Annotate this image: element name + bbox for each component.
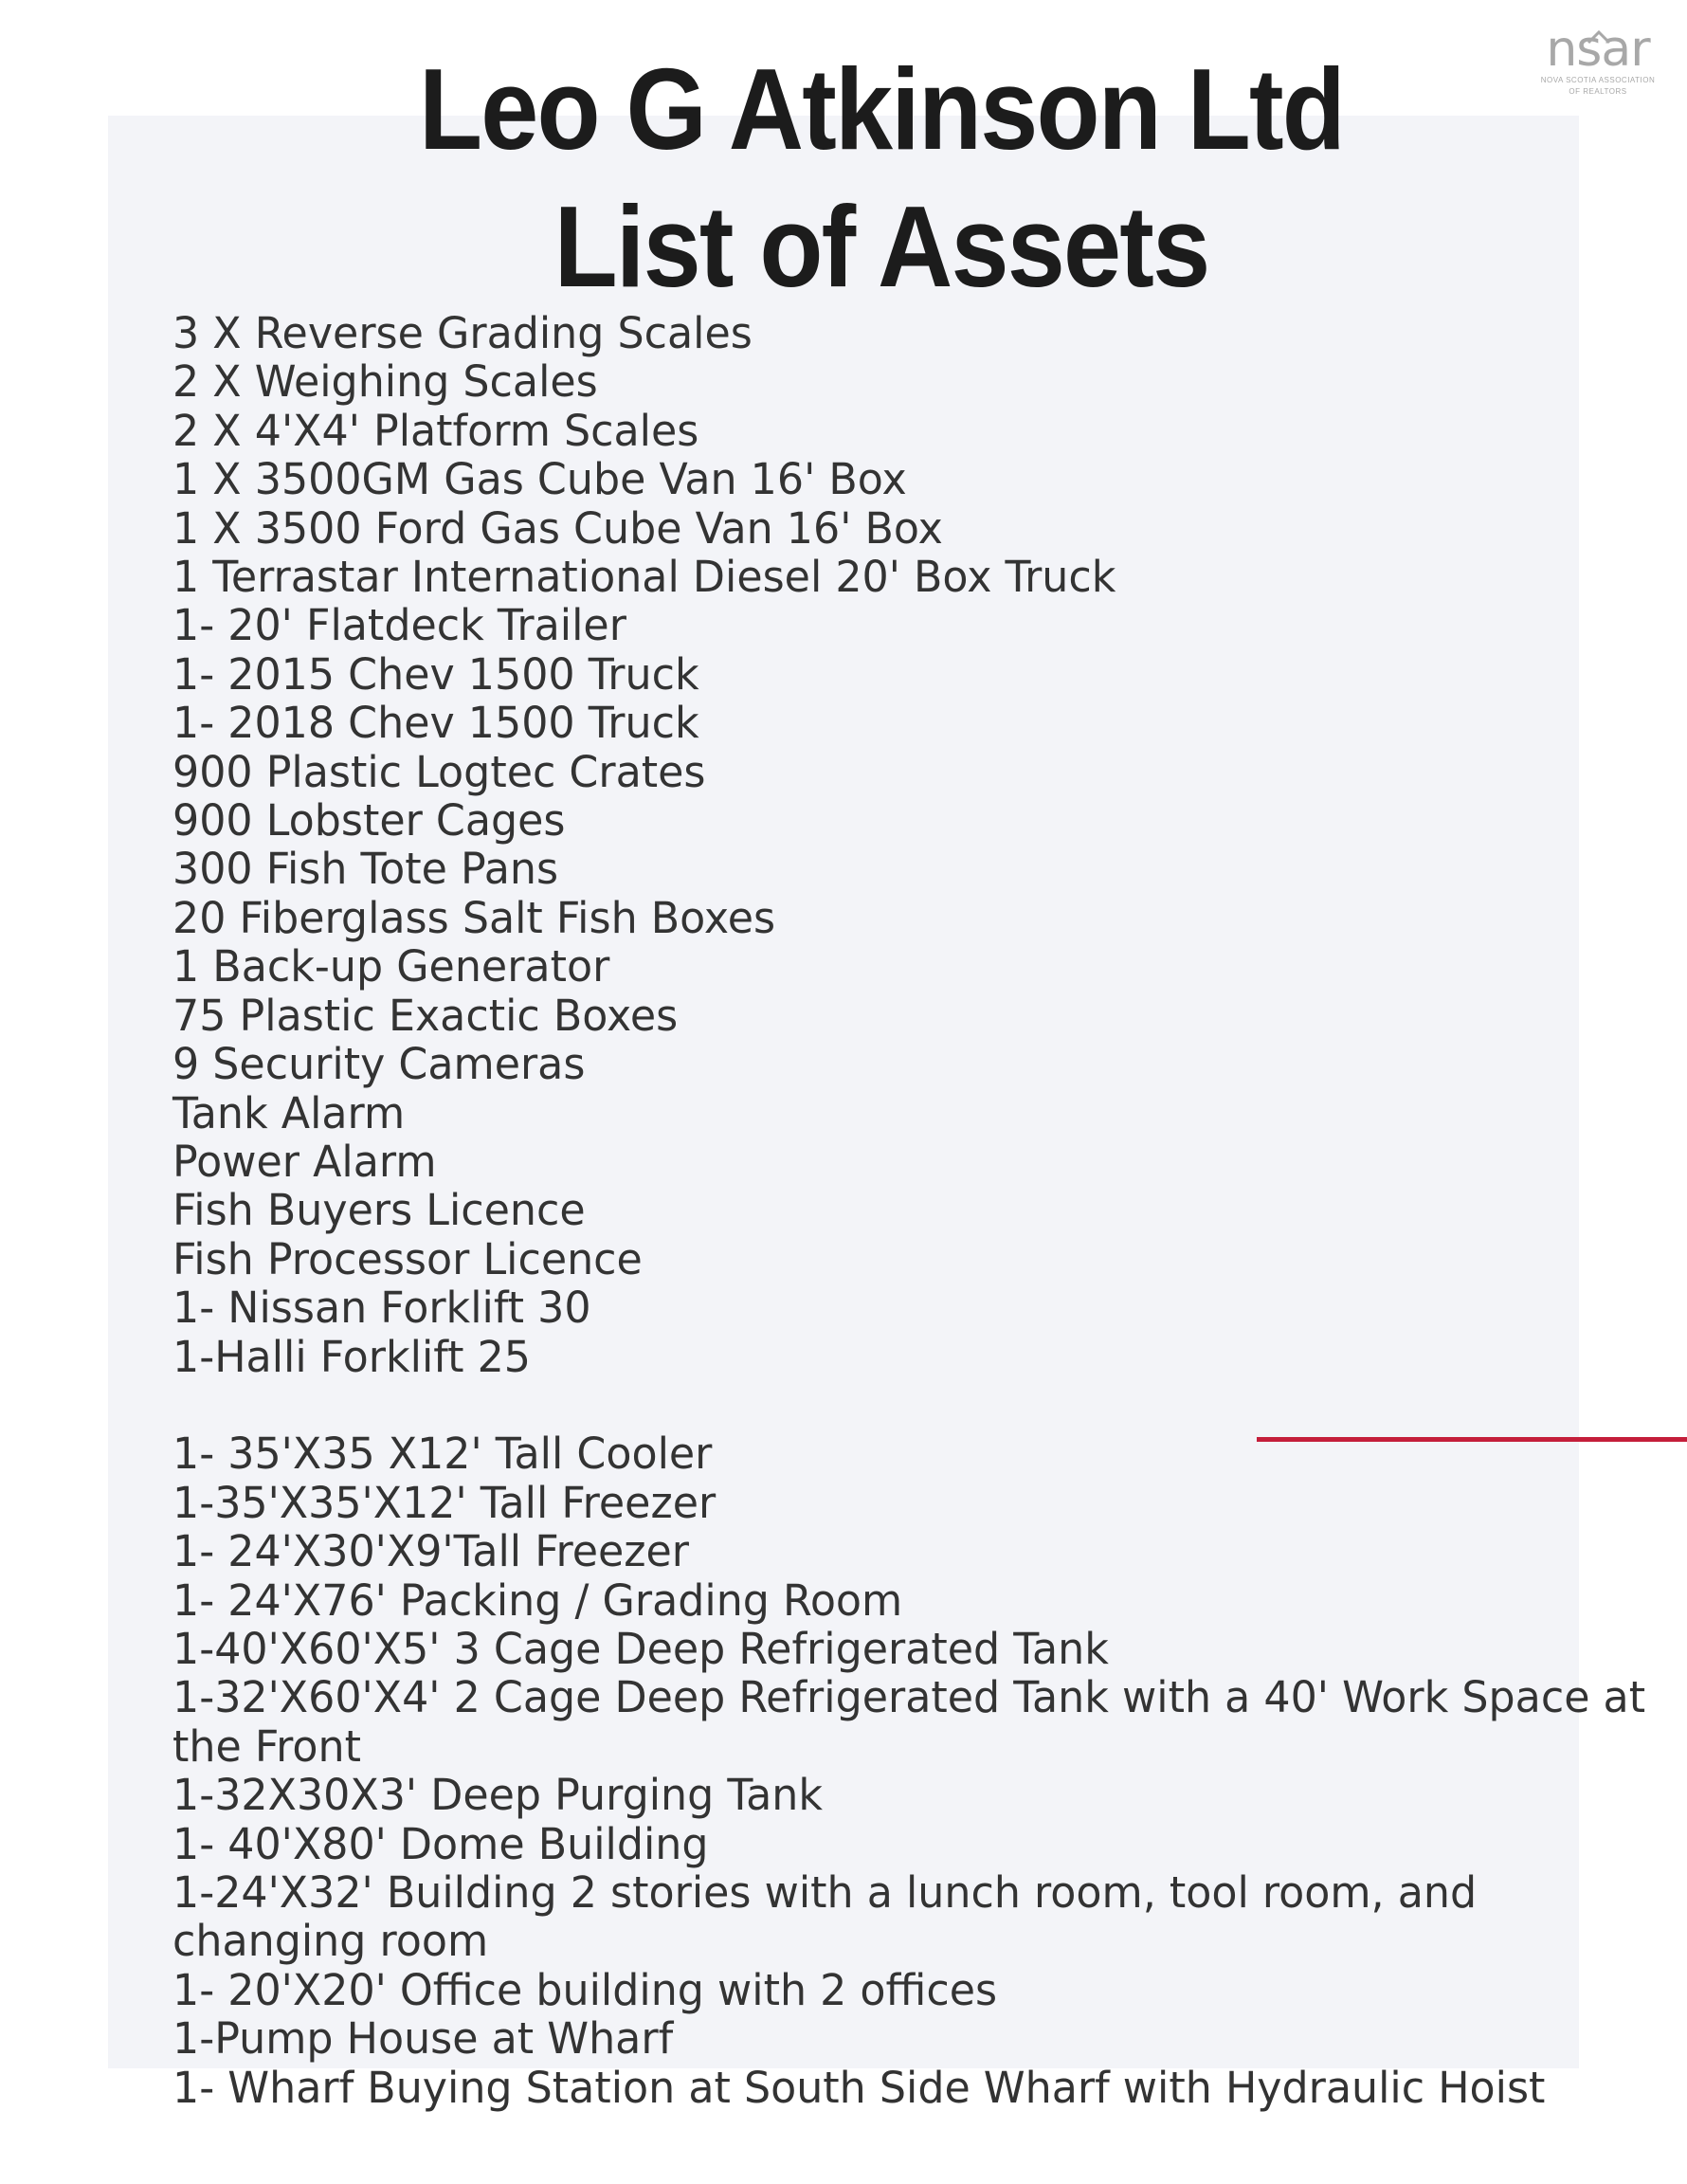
asset-item: Power Alarm (172, 1136, 437, 1187)
asset-item: 300 Fish Tote Pans (172, 844, 559, 895)
asset-item: 1 Back-up Generator (172, 941, 610, 992)
asset-item: 1- 20' Flatdeck Trailer (172, 600, 626, 651)
page-title: Leo G Atkinson Ltd (418, 45, 1345, 173)
page-subtitle: List of Assets (553, 182, 1209, 311)
asset-item: 1- 35'X35 X12' Tall Cooler (172, 1429, 713, 1480)
asset-item: 1- Wharf Buying Station at South Side Wharf with Hydraulic Hoist (172, 2062, 1546, 2113)
asset-item: 1 X 3500GM Gas Cube Van 16' Box (172, 454, 907, 505)
asset-item: 1-32'X60'X4' 2 Cage Deep Refrigerated Tank with a 40' Work Space at the Front (172, 1672, 1646, 1772)
asset-item: 1- 20'X20' Office building with 2 offices (172, 1964, 998, 2015)
asset-item: 1 Terrastar International Diesel 20' Box Truck (172, 552, 1116, 603)
asset-item: 1-32X30X3' Deep Purging Tank (172, 1770, 824, 1821)
asset-item: 3 X Reverse Grading Scales (172, 308, 753, 358)
asset-item: 75 Plastic Exactic Boxes (172, 990, 679, 1041)
asset-item: 1 X 3500 Ford Gas Cube Van 16' Box (172, 502, 943, 554)
logo-wordmark: nsar (1546, 21, 1650, 78)
asset-item: 900 Lobster Cages (172, 795, 566, 846)
asset-item: 1- 24'X76' Packing / Grading Room (172, 1574, 903, 1626)
asset-item: Fish Buyers Licence (172, 1185, 586, 1236)
asset-item: Fish Processor Licence (172, 1233, 643, 1284)
asset-item: 20 Fiberglass Salt Fish Boxes (172, 892, 776, 943)
asset-item: 1-Pump House at Wharf (172, 2013, 674, 2065)
asset-item: 1- 2018 Chev 1500 Truck (172, 698, 699, 749)
asset-item: Tank Alarm (172, 1087, 406, 1138)
asset-item: 1-24'X32' Building 2 stories with a lunch room, tool room, and changing room (172, 1866, 1478, 1967)
asset-item: 1- Nissan Forklift 30 (172, 1283, 591, 1334)
list-spacer (172, 1381, 1657, 1429)
asset-item: 9 Security Cameras (172, 1039, 586, 1090)
asset-item: 1- 2015 Chev 1500 Truck (172, 648, 699, 700)
asset-item: 1-40'X60'X5' 3 Cage Deep Refrigerated Tank (172, 1623, 1109, 1674)
asset-item: 1-Halli Forklift 25 (172, 1331, 531, 1382)
logo-subtitle-line2: OF REALTORS (1569, 87, 1627, 96)
asset-item: 1- 40'X80' Dome Building (172, 1818, 709, 1869)
asset-item: 900 Plastic Logtec Crates (172, 746, 706, 797)
asset-item: 2 X Weighing Scales (172, 356, 598, 408)
asset-list (172, 309, 1679, 2112)
asset-item: 1- 24'X30'X9'Tall Freezer (172, 1526, 690, 1577)
logo-subtitle-line1: NOVA SCOTIA ASSOCIATION (1540, 76, 1656, 84)
asset-item: 1-35'X35'X12' Tall Freezer (172, 1477, 717, 1528)
asset-item: 2 X 4'X4' Platform Scales (172, 405, 699, 456)
